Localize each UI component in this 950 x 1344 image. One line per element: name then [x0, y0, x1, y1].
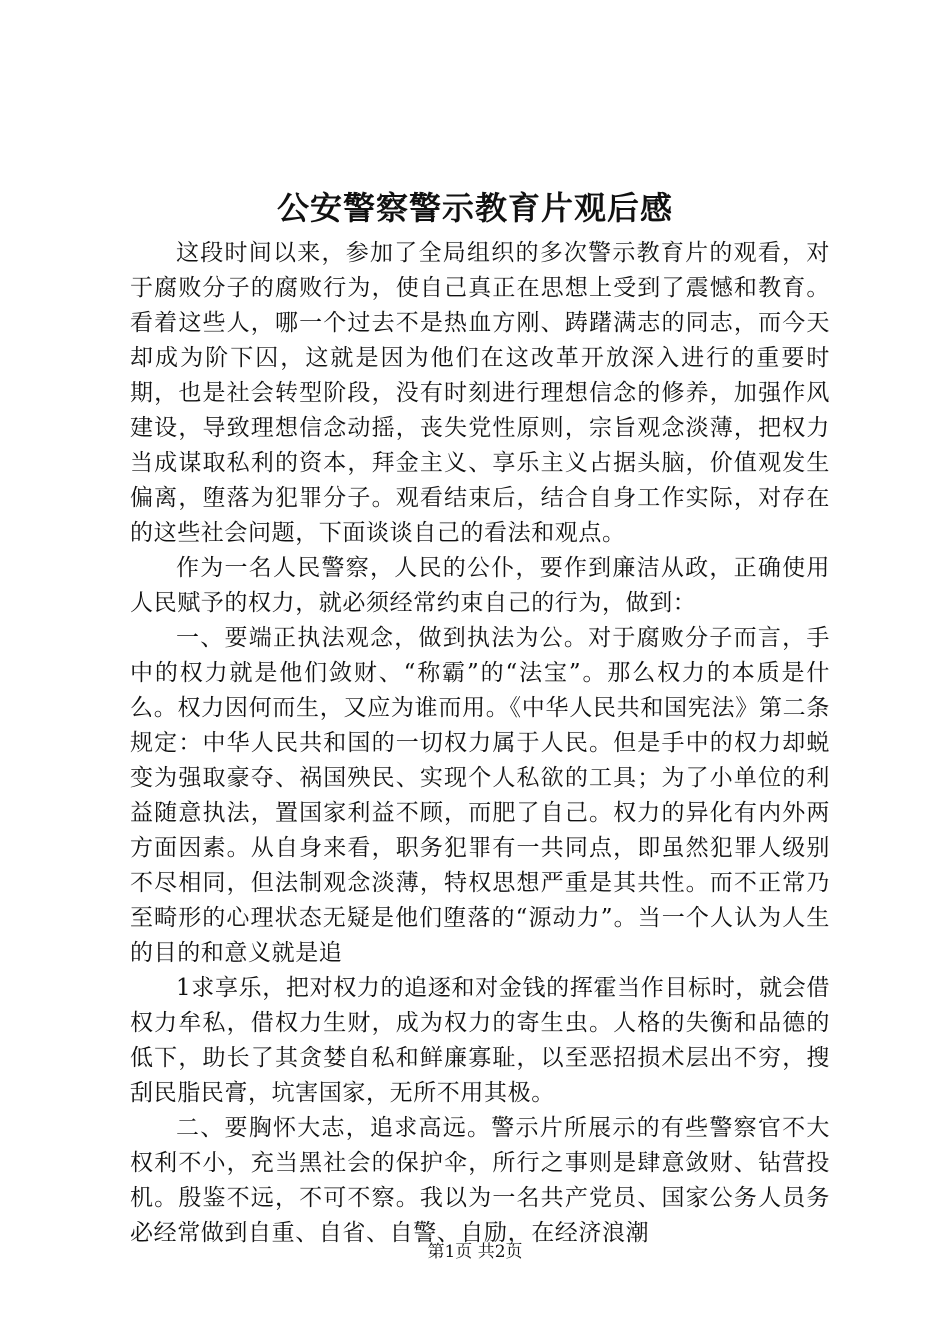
document-title: 公安警察警示教育片观后感 — [276, 189, 673, 227]
paragraph-duty: 作为一名人民警察，人民的公仆，要作到廉洁从政，正确使用人民赋予的权力，就必须经常约束自己的行为，做到： — [130, 555, 830, 616]
paragraph-point-two: 二、要胸怀大志，追求高远。警示片所展示的有些警察官不大权利不小，充当黑社会的保护伞，所行之事则是肆意敛财、钻营投机。殷鉴不远，不可不察。我以为一名共产党员、国家公务人员务必经常做到自重、自省、自警、自励，在经济浪潮 — [130, 1115, 830, 1246]
paragraph-intro: 这段时间以来，参加了全局组织的多次警示教育片的观看，对于腐败分子的腐败行为，使自己真正在思想上受到了震憾和教育。看着这些人，哪一个过去不是热血方刚、踌躇满志的同志，而今天却成为阶下囚，这就是因为他们在这改革开放深入进行的重要时期，也是社会转型阶段，没有时刻进行理想信念的修养，加强作风建设，导致理想信念动摇，丧失党性原则，宗旨观念淡薄，把权力当成谋取私利的资本，拜金主义、享乐主义占据头脑，价值观发生偏离，堕落为犯罪分子。观看结束后，结合自身工作实际，对存在的这些社会问题，下面谈谈自己的看法和观点。 — [130, 240, 830, 546]
page-number-footer: 第1页 共2页 — [427, 1242, 523, 1262]
paragraph-point-one: 一、要端正执法观念，做到执法为公。对于腐败分子而言，手中的权力就是他们敛财、“称霸”的“法宝”。那么权力的本质是什么。权力因何而生，又应为谁而用。《中华人民共和国宪法》第二条规定：中华人民共和国的一切权力属于人民。但是手中的权力却蜕变为强取豪夺、祸国殃民、实现个人私欲的工具；为了小单位的利益随意执法，置国家利益不顾，而肥了自己。权力的异化有内外两方面因素。从自身来看，职务犯罪有一共同点，即虽然犯罪人级别不尽相同，但法制观念淡薄，特权思想严重是其共性。而不正常乃至畸形的心理状态无疑是他们堕落的“源动力”。当一个人认为人生的目的和意义就是追 — [130, 625, 830, 966]
paragraph-point-one-continued: 1求享乐，把对权力的追逐和对金钱的挥霍当作目标时，就会借权力牟私，借权力生财，成为权力的寄生虫。人格的失衡和品德的低下，助长了其贪婪自私和鲜廉寡耻，以至恶招损术层出不穷，搜刮民脂民膏，坑害国家，无所不用其极。 — [130, 975, 830, 1106]
document-body — [130, 236, 830, 1251]
